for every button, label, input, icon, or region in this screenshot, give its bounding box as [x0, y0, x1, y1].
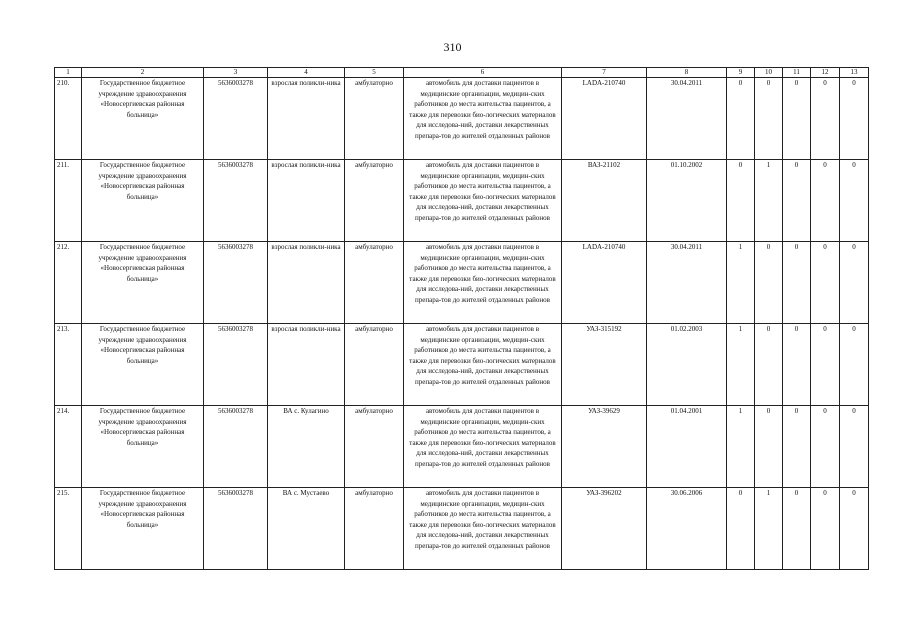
vehicle-model: УАЗ-39629 — [562, 406, 647, 488]
unit-name: взрослая поликли-ника — [268, 242, 345, 324]
unit-name: ВА с. Мустаево — [268, 488, 345, 570]
inn-value: 5636003278 — [204, 488, 268, 570]
count-col-10: 0 — [755, 242, 783, 324]
vehicle-date: 01.10.2002 — [647, 160, 727, 242]
vehicle-date: 01.04.2001 — [647, 406, 727, 488]
count-col-10: 0 — [755, 324, 783, 406]
vehicle-purpose: автомобиль для доставки пациентов в медицинские организации, медицин-ских работников до места жительства пациентов, а также для перевозки био-логических материалов для исследова-ний, доставки лекарственных препара-тов до жителей отдаленных районов — [404, 78, 562, 160]
table-row — [55, 242, 869, 324]
vehicle-purpose: автомобиль для доставки пациентов в медицинские организации, медицин-ских работников до места жительства пациентов, а также для перевозки био-логических материалов для исследова-ний, доставки лекарственных препара-тов до жителей отдаленных районов — [404, 488, 562, 570]
care-type: амбулаторно — [345, 406, 404, 488]
count-col-10: 1 — [755, 488, 783, 570]
table-row — [55, 488, 869, 570]
organization-name: Государственное бюджетное учреждение здравоохранения «Новосергиевская районная больница» — [82, 160, 204, 242]
organization-name: Государственное бюджетное учреждение здравоохранения «Новосергиевская районная больница» — [82, 324, 204, 406]
count-col-13: 0 — [840, 242, 869, 324]
vehicle-model: УАЗ-315192 — [562, 324, 647, 406]
count-col-12: 0 — [811, 406, 840, 488]
unit-name: ВА с. Кулагино — [268, 406, 345, 488]
count-col-10: 0 — [755, 78, 783, 160]
count-col-12: 0 — [811, 488, 840, 570]
row-number: 210. — [55, 78, 82, 160]
organization-name: Государственное бюджетное учреждение здравоохранения «Новосергиевская районная больница» — [82, 242, 204, 324]
unit-name: взрослая поликли-ника — [268, 324, 345, 406]
column-number: 2 — [82, 68, 204, 78]
vehicle-purpose: автомобиль для доставки пациентов в медицинские организации, медицин-ских работников до места жительства пациентов, а также для перевозки био-логических материалов для исследова-ний, доставки лекарственных препара-тов до жителей отдаленных районов — [404, 324, 562, 406]
count-col-9: 0 — [727, 78, 755, 160]
column-number: 10 — [755, 68, 783, 78]
row-number: 212. — [55, 242, 82, 324]
page-number: 310 — [443, 40, 462, 54]
inn-value: 5636003278 — [204, 242, 268, 324]
count-col-13: 0 — [840, 488, 869, 570]
row-number: 213. — [55, 324, 82, 406]
inn-value: 5636003278 — [204, 160, 268, 242]
inn-value: 5636003278 — [204, 324, 268, 406]
count-col-9: 0 — [727, 488, 755, 570]
count-col-9: 1 — [727, 242, 755, 324]
count-col-9: 0 — [727, 160, 755, 242]
care-type: амбулаторно — [345, 488, 404, 570]
organization-name: Государственное бюджетное учреждение здравоохранения «Новосергиевская районная больница» — [82, 78, 204, 160]
vehicle-purpose: автомобиль для доставки пациентов в медицинские организации, медицин-ских работников до места жительства пациентов, а также для перевозки био-логических материалов для исследова-ний, доставки лекарственных препара-тов до жителей отдаленных районов — [404, 160, 562, 242]
count-col-11: 0 — [783, 324, 811, 406]
inn-value: 5636003278 — [204, 78, 268, 160]
vehicle-purpose: автомобиль для доставки пациентов в медицинские организации, медицин-ских работников до места жительства пациентов, а также для перевозки био-логических материалов для исследова-ний, доставки лекарственных препара-тов до жителей отдаленных районов — [404, 242, 562, 324]
count-col-13: 0 — [840, 406, 869, 488]
column-number: 7 — [562, 68, 647, 78]
table-row — [55, 78, 869, 160]
column-number: 3 — [204, 68, 268, 78]
table-row — [55, 406, 869, 488]
inn-value: 5636003278 — [204, 406, 268, 488]
vehicle-model: LADA-210740 — [562, 78, 647, 160]
count-col-13: 0 — [840, 160, 869, 242]
count-col-12: 0 — [811, 78, 840, 160]
care-type: амбулаторно — [345, 160, 404, 242]
count-col-11: 0 — [783, 242, 811, 324]
vehicle-model: ВАЗ-21102 — [562, 160, 647, 242]
vehicle-date: 30.06.2006 — [647, 488, 727, 570]
count-col-13: 0 — [840, 324, 869, 406]
count-col-11: 0 — [783, 160, 811, 242]
care-type: амбулаторно — [345, 78, 404, 160]
organization-name: Государственное бюджетное учреждение здравоохранения «Новосергиевская районная больница» — [82, 406, 204, 488]
vehicle-model: УАЗ-396202 — [562, 488, 647, 570]
count-col-13: 0 — [840, 78, 869, 160]
count-col-11: 0 — [783, 78, 811, 160]
column-number: 13 — [840, 68, 869, 78]
vehicle-table — [54, 67, 869, 570]
vehicle-model: LADA-210740 — [562, 242, 647, 324]
unit-name: взрослая поликли-ника — [268, 160, 345, 242]
column-number: 4 — [268, 68, 345, 78]
count-col-12: 0 — [811, 242, 840, 324]
unit-name: взрослая поликли-ника — [268, 78, 345, 160]
count-col-9: 1 — [727, 406, 755, 488]
vehicle-date: 30.04.2011 — [647, 242, 727, 324]
vehicle-date: 30.04.2011 — [647, 78, 727, 160]
count-col-10: 1 — [755, 160, 783, 242]
row-number: 215. — [55, 488, 82, 570]
column-number: 11 — [783, 68, 811, 78]
count-col-11: 0 — [783, 406, 811, 488]
care-type: амбулаторно — [345, 324, 404, 406]
count-col-11: 0 — [783, 488, 811, 570]
column-number: 6 — [404, 68, 562, 78]
count-col-9: 1 — [727, 324, 755, 406]
organization-name: Государственное бюджетное учреждение здравоохранения «Новосергиевская районная больница» — [82, 488, 204, 570]
count-col-12: 0 — [811, 324, 840, 406]
column-number: 9 — [727, 68, 755, 78]
count-col-12: 0 — [811, 160, 840, 242]
column-number: 8 — [647, 68, 727, 78]
column-number: 12 — [811, 68, 840, 78]
column-number: 5 — [345, 68, 404, 78]
table-row — [55, 160, 869, 242]
column-number-row — [55, 68, 869, 78]
care-type: амбулаторно — [345, 242, 404, 324]
vehicle-date: 01.02.2003 — [647, 324, 727, 406]
vehicle-purpose: автомобиль для доставки пациентов в медицинские организации, медицин-ских работников до места жительства пациентов, а также для перевозки био-логических материалов для исследова-ний, доставки лекарственных препара-тов до жителей отдаленных районов — [404, 406, 562, 488]
row-number: 214. — [55, 406, 82, 488]
table-row — [55, 324, 869, 406]
row-number: 211. — [55, 160, 82, 242]
count-col-10: 0 — [755, 406, 783, 488]
column-number: 1 — [55, 68, 82, 78]
